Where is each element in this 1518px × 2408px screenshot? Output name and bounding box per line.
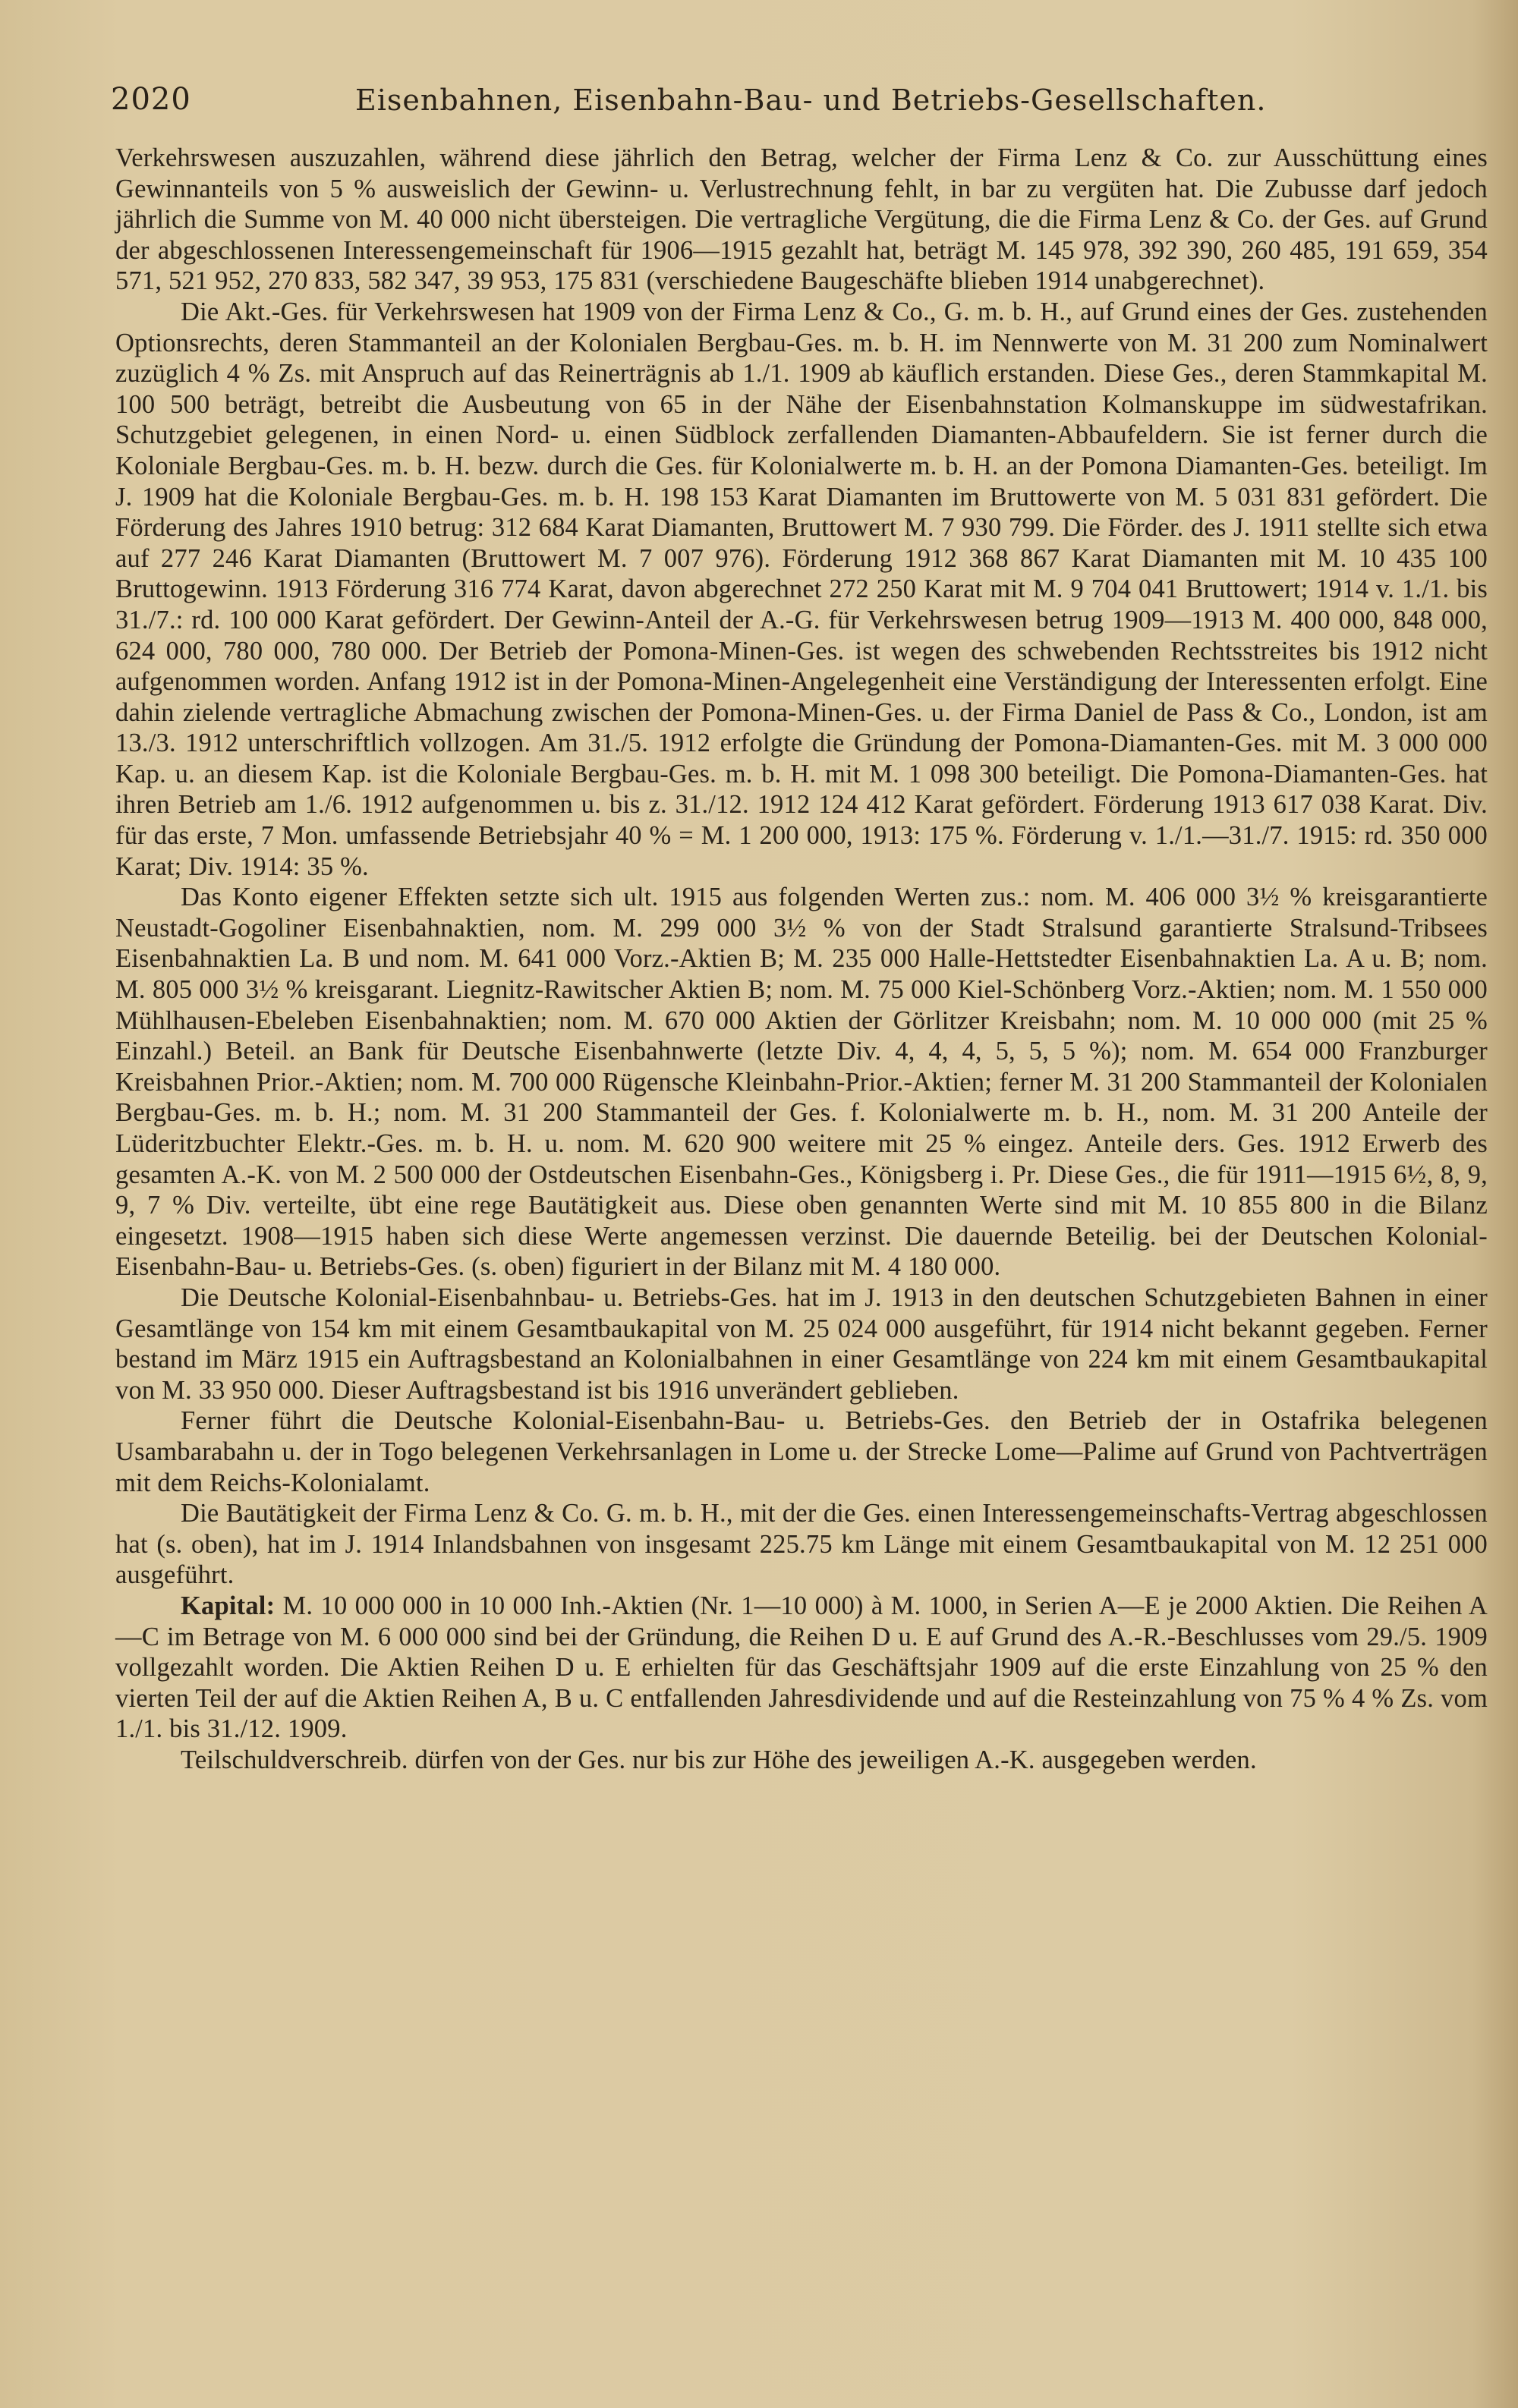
page-number: 2020 [111,82,191,117]
paragraph-lenz-construction: Die Bautätigkeit der Firma Lenz & Co. G. m. b. H., mit der die Ges. einen Interessengemeinschafts-Vertrag abgeschlossen hat (s. oben), hat im J. 1914 Inlandsbahnen von insgesamt 225.75 km Länge mit einem Gesamtbaukapital von M. 12 251 000 ausgeführt. [115,1499,1488,1590]
paragraph-lenz-agreement: Verkehrswesen auszuzahlen, während diese jährlich den Betrag, welcher der Firma Lenz & Co. zur Ausschüttung eines Gewinnanteils von 5 % ausweislich der Gewinn- u. Verlustrechnung fehlt, in bar zu vergüten hat. Die Zubusse darf jedoch jährlich die Summe von M. 40 000 nicht übersteigen. Die vertragliche Vergütung, die die Firma Lenz & Co. der Ges. auf Grund der abgeschlossenen Interessengemeinschaft für 1906—1915 gezahlt hat, beträgt M. 145 978, 392 390, 260 485, 191 659, 354 571, 521 952, 270 833, 582 347, 39 953, 175 831 (verschiedene Baugeschäfte blieben 1914 unabgerechnet). [115,143,1488,296]
paragraph-diamond-mining: Die Akt.-Ges. für Verkehrswesen hat 1909 von der Firma Lenz & Co., G. m. b. H., auf Grund eines der Ges. zustehenden Optionsrechts, deren Stammanteil an der Kolonialen Bergbau-Ges. m. b. H. im Nennwerte von M. 31 200 zum Nominalwert zuzüglich 4 % Zs. mit Anspruch auf das Reinerträgnis ab 1./1. 1909 ab käuflich erstanden. Diese Ges., deren Stammkapital M. 100 500 beträgt, betreibt die Ausbeutung von 65 in der Nähe der Eisenbahnstation Kolmanskuppe im südwestafrikan. Schutzgebiet gelegenen, in einen Nord- u. einen Südblock zerfallenden Diamanten-Abbaufeldern. Sie ist ferner durch die Koloniale Bergbau-Ges. m. b. H. bezw. durch die Ges. für Kolonialwerte m. b. H. an der Pomona Diamanten-Ges. beteiligt. Im J. 1909 hat die Koloniale Bergbau-Ges. m. b. H. 198 153 Karat Diamanten im Bruttowerte von M. 5 031 831 gefördert. Die Förderung des Jahres 1910 betrug: 312 684 Karat Diamanten, Bruttowert M. 7 930 799. Die Förder. des J. 1911 stellte sich etwa auf 277 246 Karat Diamanten (Bruttowert M. 7 007 976). Förderung 1912 368 867 Karat Diamanten mit M. 10 435 100 Bruttogewinn. 1913 Förderung 316 774 Karat, davon abgerechnet 272 250 Karat mit M. 9 704 041 Bruttowert; 1914 v. 1./1. bis 31./7.: rd. 100 000 Karat gefördert. Der Gewinn-Anteil der A.-G. für Verkehrswesen betrug 1909—1913 M. 400 000, 848 000, 624 000, 780 000, 780 000. Der Betrieb der Pomona-Minen-Ges. ist wegen des schwebenden Rechtsstreites bis 1912 nicht aufgenommen worden. Anfang 1912 ist in der Pomona-Minen-Angelegenheit eine Verständigung der Interessenten erfolgt. Eine dahin zielende vertragliche Abmachung zwischen der Pomona-Minen-Ges. u. der Firma Daniel de Pass & Co., London, ist am 13./3. 1912 unterschriftlich vollzogen. Am 31./5. 1912 erfolgte die Gründung der Pomona-Diamanten-Ges. mit M. 3 000 000 Kap. u. an diesem Kap. ist die Koloniale Bergbau-Ges. m. b. H. mit M. 1 098 300 beteiligt. Die Pomona-Diamanten-Ges. hat ihren Betrieb am 1./6. 1912 aufgenommen u. bis z. 31./12. 1912 124 412 Karat gefördert. Förderung 1913 617 038 Karat. Div. für das erste, 7 Mon. umfassende Betriebsjahr 40 % = M. 1 200 000, 1913: 175 %. Förderung v. 1./1.—31./7. 1915: rd. 350 000 Karat; Div. 1914: 35 %. [115,297,1488,881]
body-text [115,143,1488,1775]
capital-text: M. 10 000 000 in 10 000 Inh.-Aktien (Nr. 1—10 000) à M. 1000, in Serien A—E je 2000 Aktien. Die Reihen A—C im Betrage von M. 6 000 000 sind bei der Gründung, die Reihen D u. E auf Grund des A.-R.-Beschlusses vom 29./5. 1909 vollgezahlt worden. Die Aktien Reihen D u. E erhielten für das Geschäftsjahr 1909 auf die erste Einzahlung von 25 % den vierten Teil der auf die Aktien Reihen A, B u. C entfallenden Jahresdividende und auf die Resteinzahlung von 75 % 4 % Zs. vom 1./1. bis 31./12. 1909. [115,1591,1488,1744]
running-title: Eisenbahnen, Eisenbahn-Bau- und Betriebs-Gesellschaften. [355,83,1267,117]
paragraph-bonds: Teilschuldverschreib. dürfen von der Ges. nur bis zur Höhe des jeweiligen A.-K. ausgegeben werden. [181,1745,1257,1774]
paragraph-capital [115,1591,1488,1745]
paragraph-usambara-operation: Ferner führt die Deutsche Kolonial-Eisenbahn-Bau- u. Betriebs-Ges. den Betrieb der in Ostafrika belegenen Usambarabahn u. der in Togo belegenen Verkehrsanlagen in Lome u. der Strecke Lome—Palime auf Grund von Pachtverträgen mit dem Reichs-Kolonialamt. [115,1406,1488,1497]
paragraph-colonial-railways: Die Deutsche Kolonial-Eisenbahnbau- u. Betriebs-Ges. hat im J. 1913 in den deutschen Schutzgebieten Bahnen in einer Gesamtlänge von 154 km mit einem Gesamtbaukapital von M. 25 024 000 ausgeführt, für 1914 nicht bekannt gegeben. Ferner bestand im März 1915 ein Auftragsbestand an Kolonialbahnen in einer Gesamtlänge von 224 km mit einem Gesamtbaukapital von M. 33 950 000. Dieser Auftragsbestand ist bis 1916 unverändert geblieben. [115,1283,1488,1405]
paragraph-securities-account: Das Konto eigener Effekten setzte sich ult. 1915 aus folgenden Werten zus.: nom. M. 406 000 3½ % kreisgarantierte Neustadt-Gogoliner Eisenbahnaktien, nom. M. 299 000 3½ % von der Stadt Stralsund garantierte Stralsund-Tribsees Eisenbahnaktien La. B und nom. M. 641 000 Vorz.-Aktien B; M. 235 000 Halle-Hettstedter Eisenbahnaktien La. A u. B; nom. M. 805 000 3½ % kreisgarant. Liegnitz-Rawitscher Aktien B; nom. M. 75 000 Kiel-Schönberg Vorz.-Aktien; nom. M. 1 550 000 Mühlhausen-Ebeleben Eisenbahnaktien; nom. M. 670 000 Aktien der Görlitzer Kreisbahn; nom. M. 10 000 000 (mit 25 % Einzahl.) Beteil. an Bank für Deutsche Eisenbahnwerte (letzte Div. 4, 4, 4, 5, 5, 5 %); nom. M. 654 000 Franzburger Kreisbahnen Prior.-Aktien; nom. M. 700 000 Rügensche Kleinbahn-Prior.-Aktien; ferner M. 31 200 Stammanteil der Kolonialen Bergbau-Ges. m. b. H.; nom. M. 31 200 Stammanteil der Ges. f. Kolonialwerte m. b. H., nom. M. 31 200 Anteile der Lüderitzbuchter Elektr.-Ges. m. b. H. u. nom. M. 620 900 weitere mit 25 % eingez. Anteile ders. Ges. 1912 Erwerb des gesamten A.-K. von M. 2 500 000 der Ostdeutschen Eisenbahn-Ges., Königsberg i. Pr. Diese Ges., die für 1911—1915 6½, 8, 9, 9, 7 % Div. verteilte, übt eine rege Bautätigkeit aus. Diese oben genannten Werte sind mit M. 10 855 800 in die Bilanz eingesetzt. 1908—1915 haben sich diese Werte angemessen verzinst. Die dauernde Beteilig. bei der Deutschen Kolonial-Eisenbahn-Bau- u. Betriebs-Ges. (s. oben) figuriert in der Bilanz mit M. 4 180 000. [115,883,1488,1282]
page-header [111,82,1477,127]
capital-heading: Kapital: [181,1591,276,1620]
